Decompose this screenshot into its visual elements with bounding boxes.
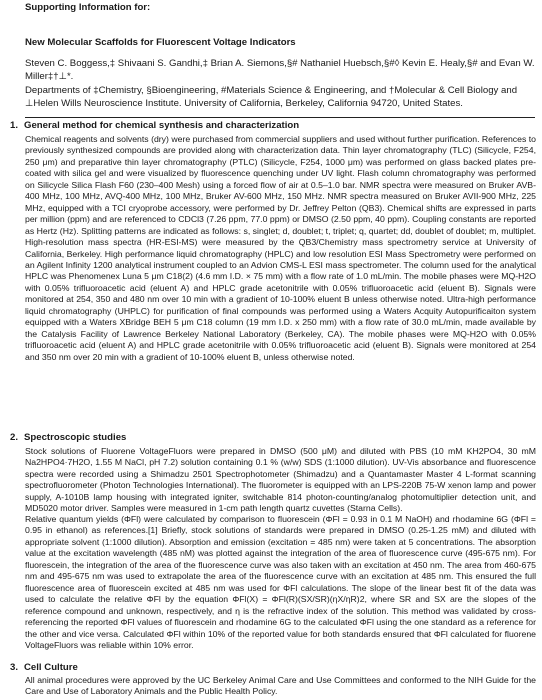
section-number: 1.: [10, 120, 19, 131]
supporting-info-label: Supporting Information for:: [25, 2, 151, 13]
body-paragraph: All animal procedures were approved by the UC Berkeley Animal Care and Use Committees and conformed to the NIH Guide for the Care and Use of Laboratory Animals and the Public Health Policy.: [25, 675, 536, 697]
section-heading: [10, 662, 78, 673]
body-paragraph: Relative quantum yields (ΦFl) were calculated by comparison to fluorescein (ΦFl = 0.93 in 0.1 M NaOH) and rhodamine 6G (ΦFl = 0.95 in ethanol) as references.[1] Briefly, stock solutions of standards were prepared in DMSO (0.25-1.25 mM) and diluted with appropriate solvent (1:1000 dilution). Absorption and emission (excitation = 485 nm) were taken at 5 concentrations. The absorption value at the excitation wavelength (485 nM) was plotted against the integration of the area of fluorescence curve (495-675 nm). For fluorescein, the integration of the area of the fluorescence curve was also taken with an excitation at 450 nm. The area from 460-675 nm and 495-675 nm was used to extrapolate the area of the fluorescence curve with an excitation at 485 nm. This ensured the full fluorescence area of fluorescein excited at 485 nm was used for ΦFl calculations. The slope of the linear best fit of the data was used to calculate the relative ΦFl by the equation ΦFl(X) = ΦFl(R)(SX/SR)(ηX/ηR)2, where SR and SX are the slopes of the reference compound and unknown, respectively, and η is the refractive index of the solution. This method was validated by cross-referencing the reported ΦFl values of fluorescein and rhodamine 6G to the calculated ΦFl using the one standard as a reference for the other and vice versa. Calculated ΦFl within 10% of the reported value for both standards ensured that ΦFl calculated for fluorene VoltageFluors was reliable within 10% error.: [25, 514, 536, 650]
body-paragraph: Chemical reagents and solvents (dry) were purchased from commercial suppliers and used without further purification. References to previously synthesized compounds are provided along with characterization data. Thin layer chromatography (TLC) (Silicycle, F254, 250 μm) and preparative thin layer chromatography (PTLC) (Silicycle, F254, 1000 μm) was performed on glass backed plates pre-coated with silica gel and were visualized by fluorescence quenching under UV light. Flash column chromatography was performed on Silicycle Silica Flash F60 (230–400 Mesh) using a forced flow of air at 0.5–1.0 bar. NMR spectra were measured on Bruker AVB-400 MHz, 100 MHz, AVQ-400 MHz, 100 MHz, Bruker AV-600 MHz, 150 MHz. NMR spectra measured on Bruker AVII-900 MHz, 225 MHz, equipped with a TCI cryoprobe accessory, were performed by Dr. Jeffrey Pelton (QB3). Chemical shifts are expressed in parts per million (ppm) and are referenced to CDCl3 (7.26 ppm, 77.0 ppm) or DMSO (2.50 ppm, 40 ppm). Coupling constants are reported as Hertz (Hz). Splitting patterns are indicated as follows: s, singlet; d, doublet; t, triplet; q, quartet; dd, doublet of doublet; m, multiplet. High-resolution mass spectra (HR-ESI-MS) were measured by the QB3/Chemistry mass spectrometry service at University of California, Berkeley. High performance liquid chromatography (HPLC) and low resolution ESI Mass Spectrometry were performed on an Agilent Infinity 1200 analytical instrument coupled to an Advion CMS-L ESI mass spectrometer. The column used for the analytical HPLC was Phenomenex Luna 5 μm C18(2) (4.6 mm I.D. × 75 mm) with a flow rate of 1.0 mL/min. The mobile phases were MQ-H2O with 0.05% trifluoroacetic acid (eluent A) and HPLC grade acetonitrile with 0.05% trifluoroacetic acid (eluent B). Signals were monitored at 254, 350 and 480 nm over 10 min with a gradient of 10-100% eluent B unless otherwise noted. Ultra-high performance liquid chromatography (UHPLC) for purification of final compounds was performed using a Waters Acquity Autopurificaiton system equipped with a Waters XBridge BEH 5 μm C18 column (19 mm I.D. x 250 mm) with a flow rate of 30.0 mL/min, made available by the Catalysis Facility of Lawrence Berkeley National Laboratory (Berkeley, CA). The mobile phases were MQ-H2O with 0.05% trifluoroacetic acid (eluent A) and HPLC grade acetonitrile with 0.05% trifluoroacetic acid (eluent B). Signals were monitored at 254 and 350 nm over 20 min with a gradient of 10-100% eluent B, unless otherwise noted.: [25, 134, 536, 362]
section-heading: [10, 120, 299, 131]
section-number: 2.: [10, 432, 19, 443]
section-title: Cell Culture: [24, 662, 78, 673]
paper-title: New Molecular Scaffolds for Fluorescent Voltage Indicators: [25, 37, 296, 48]
author-list: Steven C. Boggess,‡ Shivaani S. Gandhi,‡ Brian A. Siemons,§# Nathaniel Huebsch,§#◊ Kevin E. Healy,§# and Evan W. Miller‡†⊥*.: [25, 58, 535, 82]
affiliations: Departments of ‡Chemistry, §Bioengineering, #Materials Science & Engineering, and †Molecular & Cell Biology and ⊥Helen Wills Neuroscience Institute. University of California, Berkeley, California 94720, United States.: [25, 85, 518, 109]
section-heading: [10, 432, 126, 443]
body-paragraph: Stock solutions of Fluorene VoltageFluors were prepared in DMSO (500 μM) and diluted with PBS (10 mM KH2PO4, 30 mM Na2HPO4·7H2O, 1.55 M NaCl, pH 7.2) solution containing 0.1 % (w/w) SDS (1:1000 dilution). UV-Vis absorbance and fluorescence spectra were recorded using a Shimadzu 2501 Spectrophotometer (Shimadzu) and a Quantamaster Master 4 L-format scanning spectrofluorometer (Photon Technologies International). The fluorometer is equipped with an LPS-220B 75-W xenon lamp and power supply, A-1010B lamp housing with integrated igniter, switchable 814 photon-counting/analog photomultiplier detection unit, and MD5020 motor driver. Samples were measured in 1-cm path length quartz cuvettes (Starna Cells).: [25, 446, 536, 514]
section-title: Spectroscopic studies: [24, 432, 127, 443]
section-number: 3.: [10, 662, 19, 673]
section-title: General method for chemical synthesis and characterization: [24, 120, 300, 131]
header-divider: [25, 117, 535, 118]
